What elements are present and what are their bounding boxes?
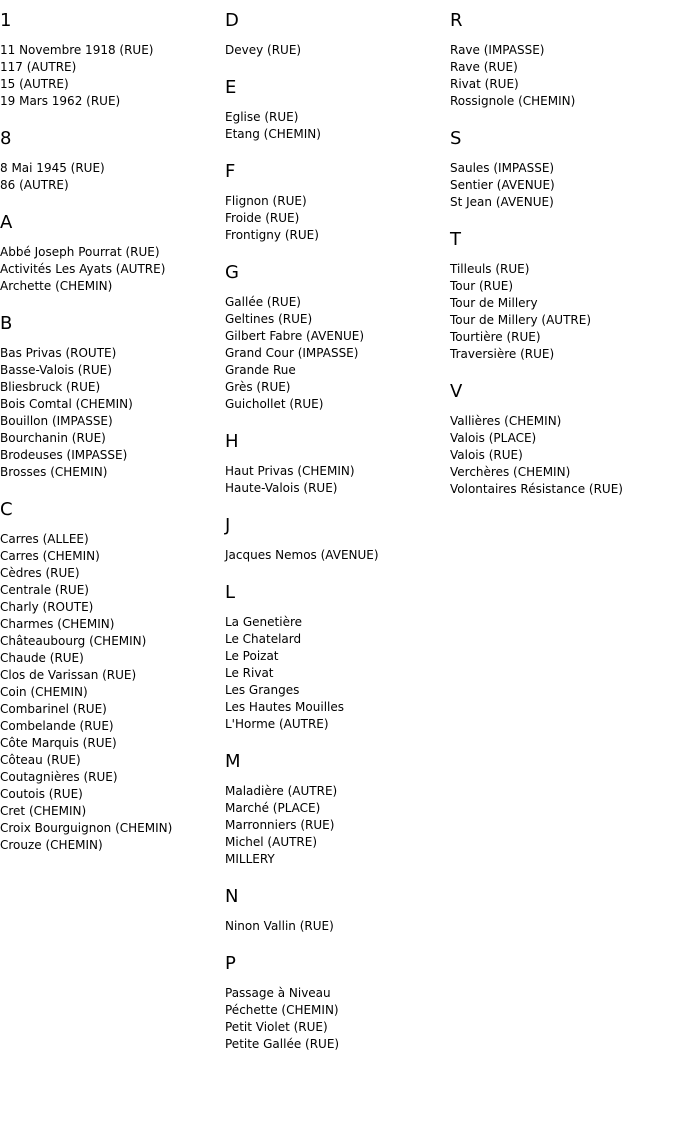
letter-group [225,953,447,1053]
street-link[interactable]: Le Poizat [225,649,279,663]
street-link[interactable]: Abbé Joseph Pourrat (RUE) [0,245,160,259]
street-list [225,193,447,244]
street-link[interactable]: Tour de Millery [450,296,538,310]
street-link[interactable]: Valois (RUE) [450,448,523,462]
street-link[interactable]: Geltines (RUE) [225,312,313,326]
street-link[interactable]: Crouze (CHEMIN) [0,838,103,852]
street-link[interactable]: Bourchanin (RUE) [0,431,106,445]
street-link[interactable]: 11 Novembre 1918 (RUE) [0,43,154,57]
street-link[interactable]: Saules (IMPASSE) [450,161,555,175]
street-link[interactable]: Petit Violet (RUE) [225,1020,328,1034]
street-link[interactable]: Activités Les Ayats (AUTRE) [0,262,166,276]
street-link[interactable]: Guichollet (RUE) [225,397,324,411]
letter-heading: G [225,262,239,283]
street-link[interactable]: Brosses (CHEMIN) [0,465,108,479]
street-link[interactable]: Bouillon (IMPASSE) [0,414,113,428]
street-link[interactable]: Haut Privas (CHEMIN) [225,464,355,478]
street-link[interactable]: Ninon Vallin (RUE) [225,919,334,933]
street-link[interactable]: Centrale (RUE) [0,583,89,597]
street-link[interactable]: Carres (CHEMIN) [0,549,100,563]
street-link[interactable]: Tourtière (RUE) [450,330,541,344]
letter-heading: V [450,381,463,402]
street-list [225,783,447,868]
street-link[interactable]: Clos de Varissan (RUE) [0,668,137,682]
letter-heading: P [225,953,236,974]
letter-group [225,77,447,143]
letter-group [450,128,672,211]
directory-column-1 [0,10,222,872]
street-link[interactable]: Volontaires Résistance (RUE) [450,482,623,496]
letter-group [0,313,222,481]
street-link[interactable]: Châteaubourg (CHEMIN) [0,634,147,648]
street-link[interactable]: L'Horme (AUTRE) [225,717,329,731]
letter-heading: L [225,582,236,603]
street-link[interactable]: Jacques Nemos (AVENUE) [225,548,379,562]
street-link[interactable]: Tilleuls (RUE) [450,262,530,276]
street-link[interactable]: Rave (IMPASSE) [450,43,545,57]
street-link[interactable]: Rivat (RUE) [450,77,519,91]
letter-heading: E [225,77,237,98]
street-link[interactable]: Flignon (RUE) [225,194,307,208]
street-link[interactable]: Combelande (RUE) [0,719,114,733]
street-list [225,985,447,1053]
letter-group [0,10,222,110]
letter-group [0,499,222,854]
letter-heading: S [450,128,462,149]
street-list [225,547,447,564]
letter-group [450,10,672,110]
street-link[interactable]: Cret (CHEMIN) [0,804,87,818]
street-link[interactable]: Traversière (RUE) [450,347,555,361]
street-link[interactable]: 117 (AUTRE) [0,60,77,74]
street-link[interactable]: Brodeuses (IMPASSE) [0,448,128,462]
street-list [0,244,222,295]
street-link[interactable]: Eglise (RUE) [225,110,299,124]
street-list [0,531,222,854]
street-link[interactable]: Tour (RUE) [450,279,514,293]
street-link[interactable]: 15 (AUTRE) [0,77,69,91]
street-link[interactable]: Gilbert Fabre (AVENUE) [225,329,364,343]
street-list [225,42,447,59]
street-link[interactable]: 86 (AUTRE) [0,178,69,192]
street-link[interactable]: Coutagnières (RUE) [0,770,118,784]
street-link[interactable]: Cèdres (RUE) [0,566,80,580]
street-link[interactable]: Grande Rue [225,363,296,377]
letter-group [450,229,672,363]
street-link[interactable]: Devey (RUE) [225,43,302,57]
street-link[interactable]: Croix Bourguignon (CHEMIN) [0,821,173,835]
letter-heading: H [225,431,239,452]
street-link[interactable]: Marronniers (RUE) [225,818,335,832]
street-link[interactable]: Basse-Valois (RUE) [0,363,112,377]
street-link[interactable]: Verchères (CHEMIN) [450,465,571,479]
letter-heading: D [225,10,239,31]
street-link[interactable]: Bas Privas (ROUTE) [0,346,117,360]
street-link[interactable]: Rave (RUE) [450,60,518,74]
street-link[interactable]: Froide (RUE) [225,211,300,225]
street-list [225,918,447,935]
street-link[interactable]: Charmes (CHEMIN) [0,617,115,631]
letter-heading: 8 [0,128,12,149]
street-list [225,463,447,497]
street-link[interactable]: Péchette (CHEMIN) [225,1003,339,1017]
street-link[interactable]: Passage à Niveau [225,986,331,1000]
street-link[interactable]: Le Rivat [225,666,274,680]
letter-group [225,515,447,564]
directory-column-3 [450,10,672,516]
letter-group [225,886,447,935]
street-link[interactable]: Bois Comtal (CHEMIN) [0,397,133,411]
street-list [450,42,672,110]
letter-heading: 1 [0,10,12,31]
street-link[interactable]: Michel (AUTRE) [225,835,318,849]
street-link[interactable]: Vallières (CHEMIN) [450,414,562,428]
letter-heading: N [225,886,239,907]
street-link[interactable]: Carres (ALLEE) [0,532,89,546]
street-link[interactable]: Combarinel (RUE) [0,702,107,716]
street-link[interactable]: Petite Gallée (RUE) [225,1037,340,1051]
street-link[interactable]: 8 Mai 1945 (RUE) [0,161,105,175]
street-link[interactable]: Maladière (AUTRE) [225,784,338,798]
letter-heading: J [225,515,231,536]
letter-group [0,212,222,295]
street-link[interactable]: Archette (CHEMIN) [0,279,113,293]
street-list [450,261,672,363]
letter-heading: C [0,499,13,520]
letter-group [225,262,447,413]
street-link[interactable]: Coin (CHEMIN) [0,685,88,699]
letter-group [225,161,447,244]
street-list [225,614,447,733]
street-link[interactable]: Rossignole (CHEMIN) [450,94,576,108]
street-link[interactable]: Grand Cour (IMPASSE) [225,346,359,360]
street-link[interactable]: MILLERY [225,852,275,866]
directory-column-2 [225,10,447,1071]
street-list [225,109,447,143]
street-link[interactable]: Tour de Millery (AUTRE) [450,313,591,327]
street-link[interactable]: Le Chatelard [225,632,302,646]
street-link[interactable]: Marché (PLACE) [225,801,321,815]
street-link[interactable]: Gallée (RUE) [225,295,301,309]
street-link[interactable]: Côte Marquis (RUE) [0,736,117,750]
street-list [0,345,222,481]
street-link[interactable]: Haute-Valois (RUE) [225,481,338,495]
letter-heading: B [0,313,13,334]
street-link[interactable]: Frontigny (RUE) [225,228,319,242]
street-list [0,42,222,110]
street-link[interactable]: Grès (RUE) [225,380,291,394]
letter-group [225,582,447,733]
letter-group [225,751,447,868]
letter-heading: A [0,212,13,233]
street-link[interactable]: Bliesbruck (RUE) [0,380,101,394]
street-link[interactable]: Les Granges [225,683,300,697]
street-link[interactable]: Charly (ROUTE) [0,600,94,614]
letter-heading: T [450,229,461,250]
street-link[interactable]: Sentier (AVENUE) [450,178,555,192]
street-link[interactable]: Chaude (RUE) [0,651,84,665]
street-link[interactable]: St Jean (AVENUE) [450,195,554,209]
letter-group [225,10,447,59]
street-link[interactable]: Les Hautes Mouilles [225,700,344,714]
street-list [0,160,222,194]
street-list [225,294,447,413]
street-link[interactable]: Côteau (RUE) [0,753,81,767]
street-list [450,160,672,211]
letter-heading: M [225,751,241,772]
letter-group [0,128,222,194]
letter-group [450,381,672,498]
street-link[interactable]: Etang (CHEMIN) [225,127,321,141]
street-list [450,413,672,498]
letter-group [225,431,447,497]
street-link[interactable]: Coutois (RUE) [0,787,83,801]
letter-heading: F [225,161,236,182]
letter-heading: R [450,10,463,31]
street-link[interactable]: La Genetière [225,615,302,629]
street-link[interactable]: 19 Mars 1962 (RUE) [0,94,121,108]
street-link[interactable]: Valois (PLACE) [450,431,537,445]
